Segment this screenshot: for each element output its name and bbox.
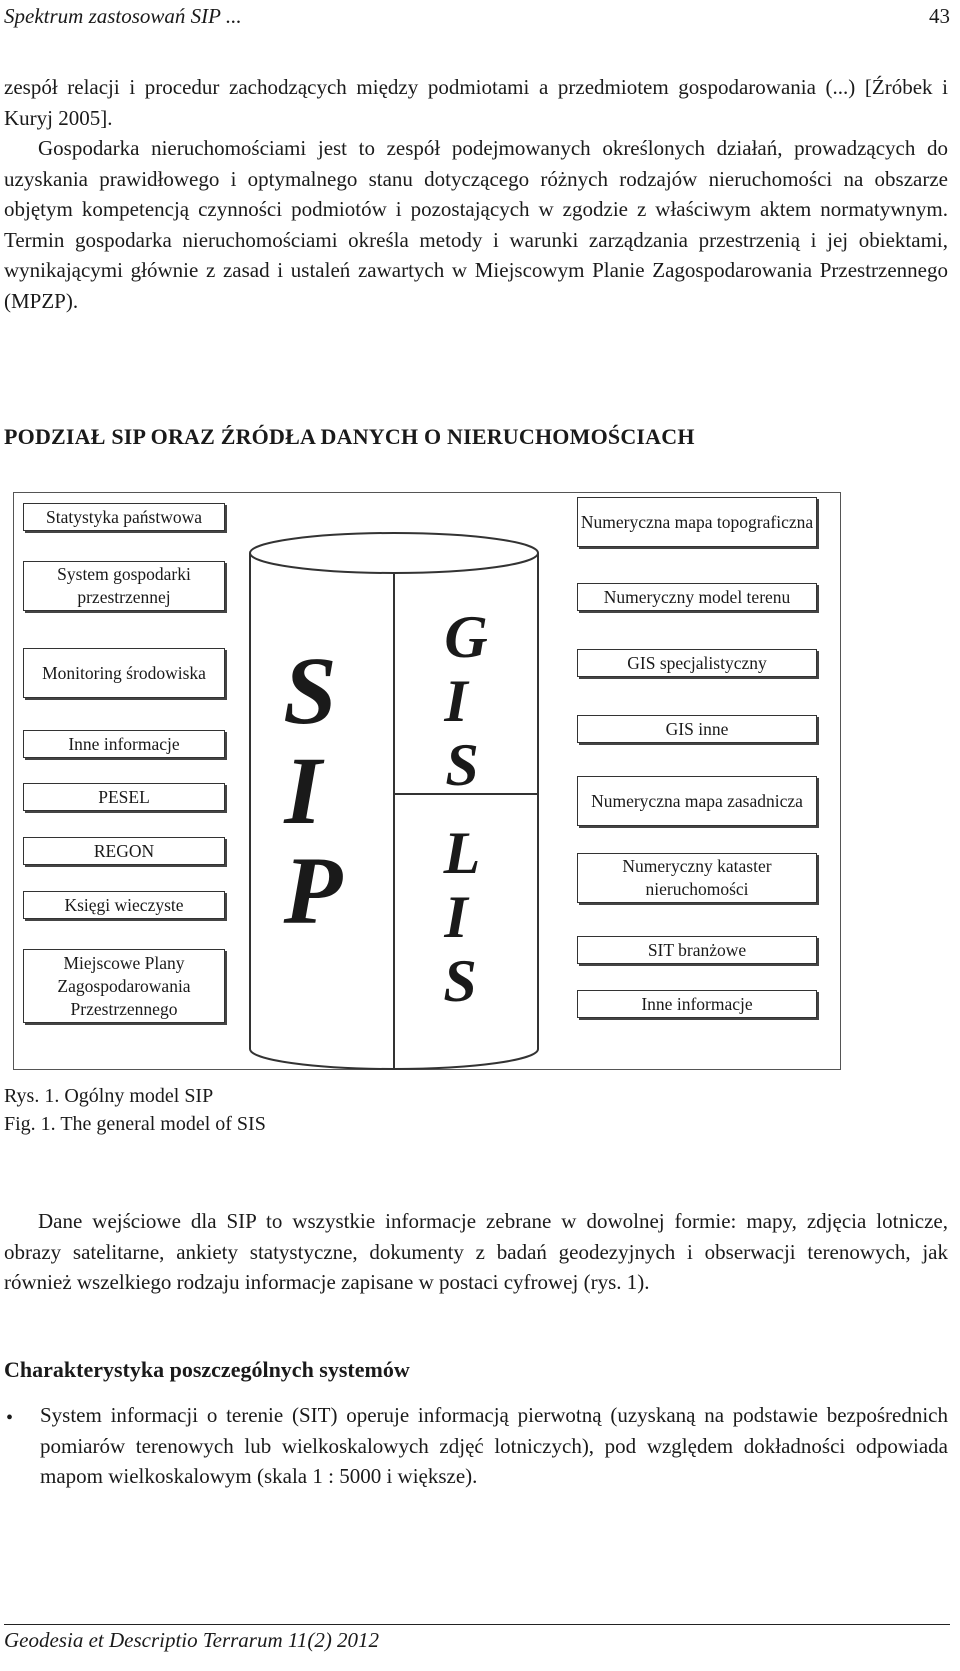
right-box-5: Numeryczna mapa zasadnicza — [577, 776, 817, 826]
left-box-1: Statystyka państwowa — [23, 503, 225, 531]
left-box-7: Księgi wieczyste — [23, 891, 225, 919]
right-box-8: Inne informacje — [577, 990, 817, 1018]
running-title: Spektrum zastosowań SIP ... — [4, 4, 242, 28]
left-box-8: Miejscowe Plany Zagospodarowania Przestrzennego — [23, 949, 225, 1023]
bullet-item-sit: System informacji o terenie (SIT) operuje informacją pierwotną (uzyskaną na podstawie bezpośrednich pomiarów terenowych lub wielkoskalowych zdjęć lotniczych), pod względem dokładności odpowiada mapom wielkoskalowym (skala 1 : 5000 i większe). — [40, 1403, 948, 1488]
section-heading: PODZIAŁ SIP ORAZ ŹRÓDŁA DANYCH O NIERUCHOMOŚCIACH — [4, 424, 695, 449]
left-box-4: Inne informacje — [23, 730, 225, 758]
footer-rule — [4, 1624, 950, 1625]
lis-letter-l: L — [443, 820, 481, 886]
cylinder-top — [250, 533, 538, 573]
journal-footer: Geodesia et Descriptio Terrarum 11(2) 2012 — [4, 1628, 380, 1652]
gis-letter-g: G — [444, 604, 488, 670]
right-box-3: GIS specjalistyczny — [577, 649, 817, 677]
gis-letter-i: I — [444, 668, 468, 734]
lis-letter-i: I — [444, 884, 468, 950]
paragraph-continuation: zespół relacji i procedur zachodzących między podmiotami a przedmiotem gospodarowania (...) [Źróbek i Kuryj 2005]. — [4, 75, 948, 130]
left-box-2: System gospodarki przestrzennej — [23, 561, 225, 611]
lis-letter-s: S — [443, 948, 477, 1014]
left-box-5: PESEL — [23, 783, 225, 811]
bullet-marker: • — [6, 1407, 14, 1429]
right-box-7: SIT branżowe — [577, 936, 817, 964]
right-box-4: GIS inne — [577, 715, 817, 743]
subsection-heading: Charakterystyka poszczególnych systemów — [4, 1357, 410, 1382]
gis-letter-s: S — [445, 732, 479, 798]
figure-caption-en: Fig. 1. The general model of SIS — [4, 1113, 266, 1135]
paragraph-input-data: Dane wejściowe dla SIP to wszystkie informacje zebrane w dowolnej formie: mapy, zdjęcia lotnicze, obrazy satelitarne, ankiety statystyczne, dokumenty z badań geodezyjnych i obserwacji terenowych, jak również wszelkiego rodzaju informacje zapisane w postaci cyfrowej (rys. 1). — [4, 1209, 948, 1294]
left-box-6: REGON — [23, 837, 225, 865]
right-box-2: Numeryczny model terenu — [577, 583, 817, 611]
figure-sip-model — [13, 492, 841, 1070]
paragraph-real-estate-management: Gospodarka nieruchomościami jest to zespół podejmowanych określonych działań, prowadzących do uzyskania prawidłowego i optymalnego stanu dotyczącego różnych rodzajów nieruchomości na obszarze objętym kompetencją czynności podmiotów i pozostających w zgodzie z właściwym aktem normatywnym. Termin gospodarka nieruchomościami określa metody i warunki zarządzania przestrzenią i jej obiektami, wynikającymi głównie z zasad i ustaleń zawartych w Miejscowym Planie Zagospodarowania Przestrzennego (MPZP). — [4, 136, 948, 313]
sip-letter-s: S — [283, 637, 337, 744]
right-box-1: Numeryczna mapa topograficzna — [577, 497, 817, 547]
figure-caption-pl: Rys. 1. Ogólny model SIP — [4, 1085, 214, 1107]
page-number: 43 — [929, 4, 950, 28]
sip-letter-i: I — [284, 737, 322, 844]
sip-cylinder — [248, 531, 540, 1071]
right-box-6: Numeryczny kataster nieruchomości — [577, 853, 817, 903]
running-header — [4, 4, 950, 29]
left-box-3: Monitoring środowiska — [23, 648, 225, 698]
sip-letter-p: P — [283, 837, 343, 944]
